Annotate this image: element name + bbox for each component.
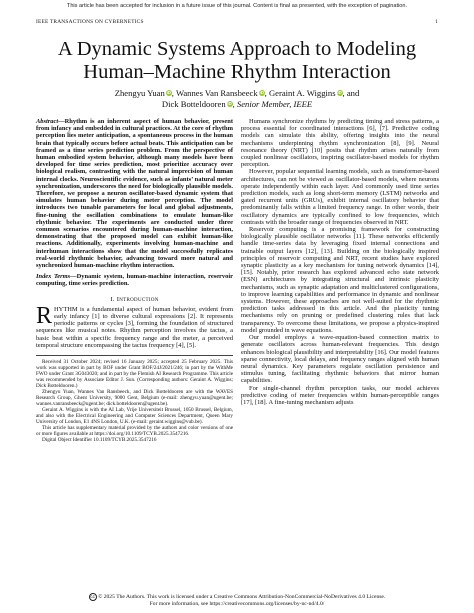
abstract-label: Abstract [36, 118, 59, 125]
abstract-text: —Rhythm is an inherent aspect of human behavior, present from infancy and embedded in cultural practices. At the core of rhythm perception lies meter anticipation, a spontaneous process in the human brain that typically occurs before actual beats. This anticipation can be framed as a time series prediction problem. From the perspective of human embodied system behavior, although many models have been developed for time series prediction, most prioritize accuracy over biological realism, contrasting with the natural imprecision of human internal clocks. Neuroscientific evidence, such as infants’ natural meter synchronization, underscores the need for biologically plausible models. Therefore, we propose a neuron oscillator-based dynamic system that simulates human behavior during meter perception. The model introduces two tunable parameters for local and global adjustments, fine-tuning the oscillation combinations to emulate human-like rhythmic behavior. The experiments are conducted under three common scenarios encountered during human-machine interaction, demonstrating that the proposed model can exhibit human-like reactions. Additionally, experiments involving human-machine and interhuman interactions show that the model successfully replicates real-world rhythmic behavior, advancing toward more natural and synchronized human-machine rhythm interaction. [36, 118, 233, 270]
body-paragraph-4: Our model employs a wave-equation-based connection matrix to generate oscillators across human-relevant frequencies. This design enhances biological plausibility and interpretability [16]. Our model features sparse connectivity, local delays, and frequency ranges aligned with human neural dynamics. Key parameters regulate oscillation persistence and stimulus tuning, facilitating rhythmic behaviors that mirror human capabilities. [241, 334, 439, 385]
title-line-1: A Dynamic Systems Approach to Modeling [57, 38, 417, 60]
author-membership: Senior Member, IEEE [236, 99, 313, 109]
license-line-1 [0, 593, 474, 601]
author-line-1 [30, 88, 444, 99]
orcid-icon[interactable]: iD [166, 90, 171, 95]
body-paragraph-1: Humans synchronize rhythms by predicting timing and stress patterns, a process essential for coordinated interactions [6], [7]. Predictive coding models can simulate this ability, offering insights into the neural mechanisms underpinning rhythm synchronization [8], [9]. Neural resonance theory (NRT) [10] posits that rhythm arises naturally from coupled nonlinear oscillators, inspiring oscillator-based models for rhythm perception. [241, 118, 439, 169]
left-column [36, 118, 233, 443]
author-name: Zhengyu Yuan [114, 88, 165, 98]
index-terms-text: —Dynamic system, human-machine interaction, reservoir computing, time series prediction. [36, 273, 233, 288]
intro-paragraph-1 [36, 302, 233, 349]
author-name: Wannes Van Ransbeeck [175, 88, 258, 98]
author-line-2 [30, 99, 444, 110]
footnote-received: Received 31 October 2024; revised 16 January 2025; accepted 25 February 2025. This work was supported in part by BOF under Grant BOF/24J/2021/246; in part by the WithMe FWO under Grant 3G043020; and in part by the Flemish AI Research Programme. This article was recommended by Associate Editor J. Sun. (Corresponding authors: Geraint A. Wiggins; Dick Botteldooren.) [36, 359, 233, 390]
acceptance-notice: This article has been accepted for inclusion in a future issue of this journal. Content is final as presented, with the exception of pagination. [66, 3, 408, 9]
right-column [241, 118, 439, 406]
orcid-icon[interactable]: iD [259, 90, 264, 95]
license-link[interactable]: For more information, see https://creativecommons.org/licenses/by-nc-nd/4.0/ [149, 601, 325, 607]
footnote-affil-1: Zhengyu Yuan, Wannes Van Ransbeeck, and Dick Botteldooren are with the WAVES Research Group, Ghent University, 9000 Gent, Belgium (e-mail: zhengyu.yuan@ugent.be; wannes.vanransbeeck@ugent.be; dick.botteldooren@ugent.be). [36, 389, 233, 408]
footnote-affil-2: Geraint A. Wiggins is with the AI Lab, Vrije Universiteit Brussel, 1050 Brussel, Belgium, and also with the Electrical Engineering and Computer Sciences Department, Queen Mary University of London, E1 4NS London, U.K. (e-mail: geraint.wiggins@vub.be). [36, 407, 233, 426]
journal-name: IEEE TRANSACTIONS ON CYBERNETICS [36, 19, 144, 25]
title-line-2: Human–Machine Rhythm Interaction [83, 61, 391, 83]
creative-commons-icon: cc [90, 594, 95, 599]
author-separator: , [171, 88, 176, 98]
paper-title [20, 38, 454, 84]
orcid-icon[interactable]: iD [227, 101, 232, 106]
author-separator: , [264, 88, 269, 98]
author-name: Dick Botteldooren [161, 99, 226, 109]
body-paragraph-5: For single-channel rhythm perception tasks, our model achieves predictive coding of meter frequencies within human-perceptible ranges [17], [18]. A fine-tuning mechanism adjusts [241, 384, 439, 406]
index-terms-label: Index Terms [36, 273, 71, 281]
author-separator: , [232, 99, 237, 109]
section-heading: I. Introduction [110, 295, 159, 303]
license-text: © 2025 The Authors. This work is licensed under a Creative Commons Attribution-NonCommercial-NoDerivatives 4.0 License. [98, 594, 386, 600]
drop-cap: R [36, 302, 53, 329]
license-footer [0, 593, 474, 608]
page-number: 1 [435, 19, 438, 25]
body-paragraph-2: However, popular sequential learning models, such as transformer-based architectures, can not be viewed as oscillator-based models, where neurons operate independently within each layer. And commonly used time series prediction models, such as long short-term memory (LSTM) networks and gated recurrent units (GRUs), exhibit internal oscillatory behavior that predominantly falls within a limited frequency range. In other words, their oscillatory dynamics are typically confined to low frequencies, which contrasts with the broader range of frequencies observed in NRT. [241, 168, 439, 226]
body-paragraph-3: Reservoir computing is a promising framework for constructing biologically plausible oscillator networks [11]. These networks efficiently handle time-series data by leveraging fixed internal connections and trainable output layers [12], [13]. Building on the biologically inspired principles of reservoir computing and NRT, recent studies have explored synaptic plasticity as a key mechanism for tuning network dynamics [14], [15]. Notably, prior research has explored advanced echo state network (ESN) architectures by integrating structural and intrinsic plasticity mechanisms, such as synaptic adaptation and multiclustered configurations, to improve learning capabilities and performance in dynamic and nonlinear systems. However, these approaches are not well-suited for the rhythmic prediction tasks addressed in this article. And the plasticity tuning mechanisms rely on pruning or predefined clustering rules that lack transparency. To overcome these limitations, we propose a physics-inspired model grounded in wave equations. [241, 226, 439, 334]
intro-text: is a fundamental aspect of human behavior, evident from early infancy [1] to diverse cultural expressions [2]. It represents periodic patterns or cycles [3], forming the foundation of structured sequences like musical notes. Rhythm perception involves the tactus, a basic beat within a specific frequency range and the meter, a perceived temporal structure encompassing the tactus frequency [4], [5]. [36, 305, 233, 349]
footnote-doi: Digital Object Identifier 10.1109/TCYB.2025.3547216 [42, 437, 157, 444]
abstract [36, 118, 233, 269]
author-list [30, 88, 444, 110]
footnote-supplementary: This article has supplementary material provided by the authors and color versions of one or more figures available at https://doi.org/10.1109/TCYB.2025.3547216. [36, 425, 233, 438]
index-terms [36, 273, 233, 287]
author-separator: , and [342, 88, 360, 98]
footnote [36, 355, 233, 443]
lead-word: HYTHM [54, 305, 78, 313]
author-name: Geraint A. Wiggins [268, 88, 336, 98]
orcid-icon[interactable]: iD [337, 90, 342, 95]
